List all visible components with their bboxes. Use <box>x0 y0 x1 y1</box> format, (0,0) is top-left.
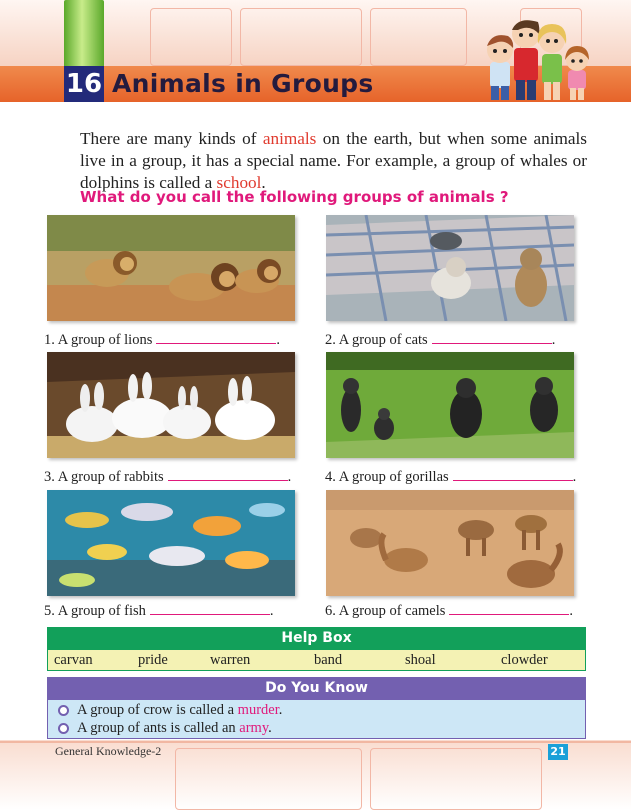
decorative-frame <box>370 748 542 810</box>
answer-blank[interactable] <box>156 342 276 344</box>
help-word: shoal <box>405 652 436 668</box>
decorative-frame <box>370 8 467 66</box>
help-word: carvan <box>54 652 93 668</box>
book-title: General Knowledge-2 <box>55 744 162 758</box>
decorative-frame <box>240 8 362 66</box>
answer-blank[interactable] <box>168 479 288 481</box>
exercise-label: 6. A group of camels <box>325 603 446 619</box>
fact-highlight: army <box>239 720 269 736</box>
children-illustration <box>478 10 598 102</box>
exercise-label: 4. A group of gorillas <box>325 469 449 485</box>
fact-text: A group of ants is called an <box>77 720 240 736</box>
exercise-end: . <box>551 332 556 348</box>
chapter-number: 16 <box>64 66 104 102</box>
exercise-5 <box>44 603 274 620</box>
exercise-label: 1. A group of lions <box>44 332 153 348</box>
answer-blank[interactable] <box>432 342 552 344</box>
exercise-label: 2. A group of cats <box>325 332 428 348</box>
exercise-label: 3. A group of rabbits <box>44 469 164 485</box>
help-word: warren <box>210 652 251 668</box>
help-box-title: Help Box <box>47 627 586 649</box>
exercise-end: . <box>269 603 274 619</box>
answer-blank[interactable] <box>150 613 270 615</box>
cats-photo <box>326 215 574 321</box>
highlight-word: school <box>216 173 262 192</box>
fact-item <box>58 702 282 719</box>
lions-photo <box>47 215 295 321</box>
page-number: 21 <box>548 744 568 760</box>
footer-divider <box>0 741 631 743</box>
exercise-6 <box>325 603 573 620</box>
highlight-word: animals <box>262 129 317 148</box>
fact-end: . <box>268 720 272 736</box>
intro-text: There are many kinds of <box>80 129 263 148</box>
intro-text: . <box>261 173 266 192</box>
answer-blank[interactable] <box>453 479 573 481</box>
help-word: pride <box>138 652 168 668</box>
do-you-know-box <box>47 699 586 739</box>
do-you-know-title: Do You Know <box>47 677 586 699</box>
decorative-frame <box>175 748 362 810</box>
chapter-tab <box>64 0 104 66</box>
intro-text: on the earth, but when some animals live in a group, it has a special name. For example, a group of whales or dolphins is called a <box>80 129 587 192</box>
help-word: band <box>314 652 343 668</box>
answer-blank[interactable] <box>449 613 569 615</box>
bullet-icon <box>58 723 69 734</box>
question-heading: What do you call the following groups of animals ? <box>80 188 509 206</box>
rabbits-photo <box>47 352 295 458</box>
fact-text: A group of crow is called a <box>77 702 238 718</box>
exercise-2 <box>325 332 555 349</box>
bullet-icon <box>58 705 69 716</box>
camels-photo <box>326 490 574 596</box>
fact-end: . <box>278 702 283 718</box>
exercise-end: . <box>276 332 280 348</box>
exercise-4 <box>325 469 576 486</box>
exercise-3 <box>44 469 291 486</box>
exercise-end: . <box>569 603 574 619</box>
exercise-end: . <box>572 469 577 485</box>
exercise-1 <box>44 332 280 349</box>
exercise-end: . <box>287 469 292 485</box>
help-box-words <box>47 649 586 671</box>
help-word: clowder <box>501 652 548 668</box>
chapter-title: Animals in Groups <box>112 69 374 98</box>
fact-item <box>58 720 272 737</box>
fact-highlight: murder <box>237 702 279 718</box>
gorillas-photo <box>326 352 574 458</box>
fish-photo <box>47 490 295 596</box>
decorative-frame <box>150 8 232 66</box>
exercise-label: 5. A group of fish <box>44 603 146 619</box>
intro-paragraph <box>80 128 587 194</box>
